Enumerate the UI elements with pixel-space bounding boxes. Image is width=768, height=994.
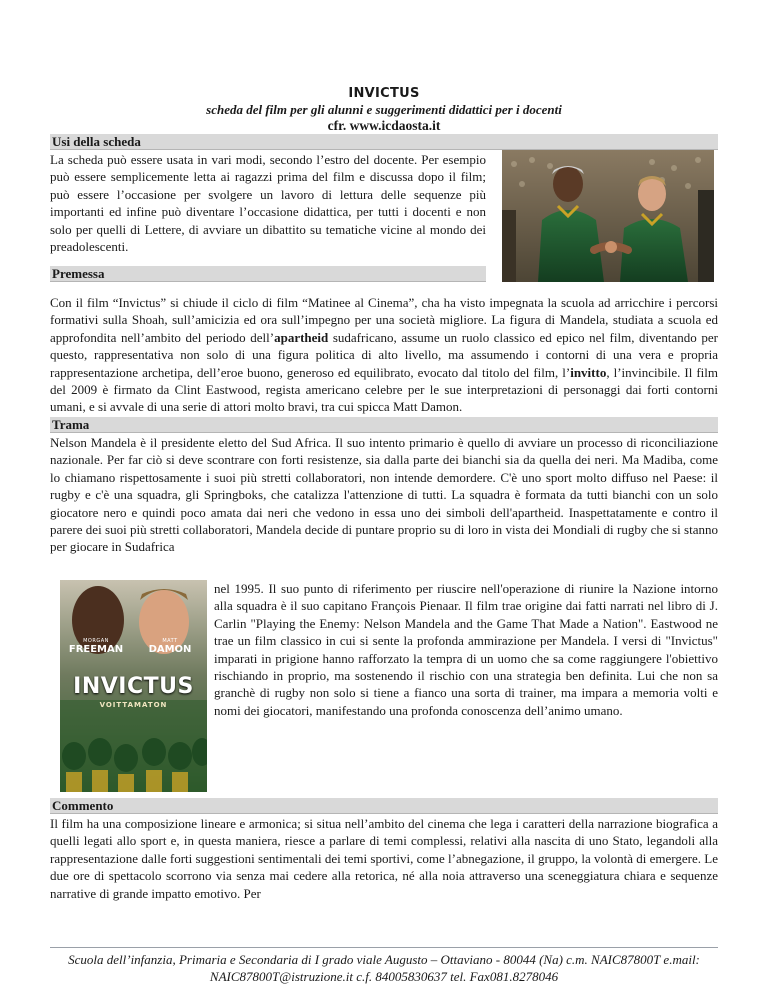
- poster-actor-2: [140, 638, 200, 655]
- premessa-text-part: , l’invincibile. Il film del 2009 è firmato da Clint Eastwood, regista americano celebre per le sue interpretazioni di personaggi dai forti contorni umani, e si avvale di una serie di attori molto bravi, tra cui spicca Matt Damon.: [50, 364, 718, 415]
- keyword-apartheid: apartheid: [274, 329, 329, 345]
- footer-line-1: Scuola dell’infanzia, Primaria e Secondaria di I grado viale Augusto – Ottaviano - 80044 (Na) c.m. NAIC87800T e.mail:: [68, 952, 700, 967]
- section-heading-trama: Trama: [50, 417, 718, 433]
- trama-paragraph: Nelson Mandela è il presidente eletto del Sud Africa. Il suo intento primario è quello di avviare un processo di riconciliazione nazionale. Per far ciò si deve scontrare con forti resistenze, sia dalla parte dei bianchi sia da quella dei neri. Ma Madiba, come lo chiamano rispettosamente i suoi più stretti collaboratori, non intende demordere. C'è uno sport molto diffuso nel Paese: il rugby e c'è una squadra, gli Springboks, che catalizza l'attenzione di tutti. La squadra è formata da tutti bianchi con un solo giocatore nero e quindi poco amata dai neri che vedono in essa uno dei simboli dell'apartheid. Inaspettatamente e contro il parere dei suoi più stretti collaboratori, Mandela decide di puntare proprio su di loro in vista dei Mondiali di rugby che si stanno per giocare in Sudafrica: [50, 435, 718, 555]
- poster-title: INVICTUS: [73, 674, 194, 699]
- usi-paragraph: La scheda può essere usata in vari modi, secondo l’estro del docente. Per esempio può essere semplicemente letta ai ragazzi prima del film e discussa dopo il film; può essere l’occasione per svolgere un lavoro di lettura delle sequenze più importanti ed infine può diventare l’occasione didattica, per tutti i docenti e non solo per quelli di Lettere, di avviare un dibattito su tematiche vicine al mondo dei preadolescenti.: [50, 152, 486, 255]
- poster-actor-2-last: DAMON: [148, 644, 192, 655]
- keyword-invitto: invitto: [570, 364, 607, 380]
- footer: [50, 951, 718, 985]
- poster-actor-2-first: MATT: [162, 638, 178, 644]
- section-heading-usi: Usi della scheda: [50, 134, 718, 150]
- premessa-paragraph: [50, 294, 718, 416]
- commento-paragraph: Il film ha una composizione lineare e armonica; si situa nell’ambito del cinema che lega i caratteri della narrazione biografica a quelli legati allo sport e, in questa maniera, riesce a parlare di temi complessi, relativi alla nascita di uno Stato, legandoli alla rappresentazione dalle forti suggestioni sentimentali dei temi sportivi, come l’abnegazione, il gruppo, la volontà di emergere. Le due ore di spettacolo scorrono via senza mai cedere alla retorica, né alla noia attraverso una sceneggiatura chiara e sequenze narrative di grande impatto emotivo. Per: [50, 816, 718, 901]
- footer-line-2: NAIC87800T@istruzione.it c.f. 84005830637 tel. Fax081.8278046: [209, 969, 559, 984]
- poster-actor-1: [66, 638, 126, 655]
- premessa-text-part: sudafricano, assume un ruolo classico ed epico nel film, diventando per questo, rappresentativa non solo di una figura politica di alto livello, ma assumendo i contorni di una vera e propria rappresentazione archetipa, dell’eroe buono, generoso ed equilibrato, evocato dal titolo del film, l’: [50, 329, 718, 380]
- document-title: INVICTUS: [348, 86, 420, 101]
- section-heading-commento: Commento: [50, 798, 718, 814]
- poster-actor-1-first: MORGAN: [83, 638, 109, 644]
- poster-subtitle: VOITTAMATON: [99, 701, 168, 709]
- premessa-text-part: Con il film “Invictus” si chiude il ciclo di film “Matinee al Cinema”, cha ha visto impegnata la scuola ad arricchire i percorsi formativi sulla Shoah, sull’amicizia ed ora sull’impegno per una società migliore. La figura di Mandela, studiata a scuola ed approfondita nell’ambito del periodo dell’: [50, 295, 718, 345]
- section-heading-premessa: Premessa: [50, 266, 486, 282]
- mandela-pienaar-photo: [502, 150, 714, 282]
- invictus-poster: [60, 580, 207, 792]
- source-reference: cfr. www.icdaosta.it: [327, 118, 441, 133]
- poster-actor-1-last: FREEMAN: [68, 644, 124, 655]
- footer-divider: [50, 947, 718, 948]
- document-subtitle: scheda del film per gli alunni e suggerimenti didattici per i docenti: [206, 102, 562, 117]
- trama-side-paragraph: nel 1995. Il suo punto di riferimento per riuscire nell'operazione di riunire la Nazione intorno alla squadra è il suo capitano François Pienaar. Il film trae origine dai fatti narrati nel libro di J. Carlin "Playing the Enemy: Nelson Mandela and the Game That Made a Nation". Eastwood ne trae un film classico in cui si sente la profonda ammirazione per Mandela. I versi di "Invictus" imparati in prigione hanno rafforzato la tempra di un uomo che sa come raggiungere l'obiettivo rischiando in proprio, ma sostenendo il rischio con una strategia ben definita. Lui che non sa granchè di rugby non solo si tiene a fianco una sorta di trainer, ma impara a memoria volti e nomi dei giocatori, manifestando una profonda conoscenza dell’animo umano.: [214, 581, 718, 718]
